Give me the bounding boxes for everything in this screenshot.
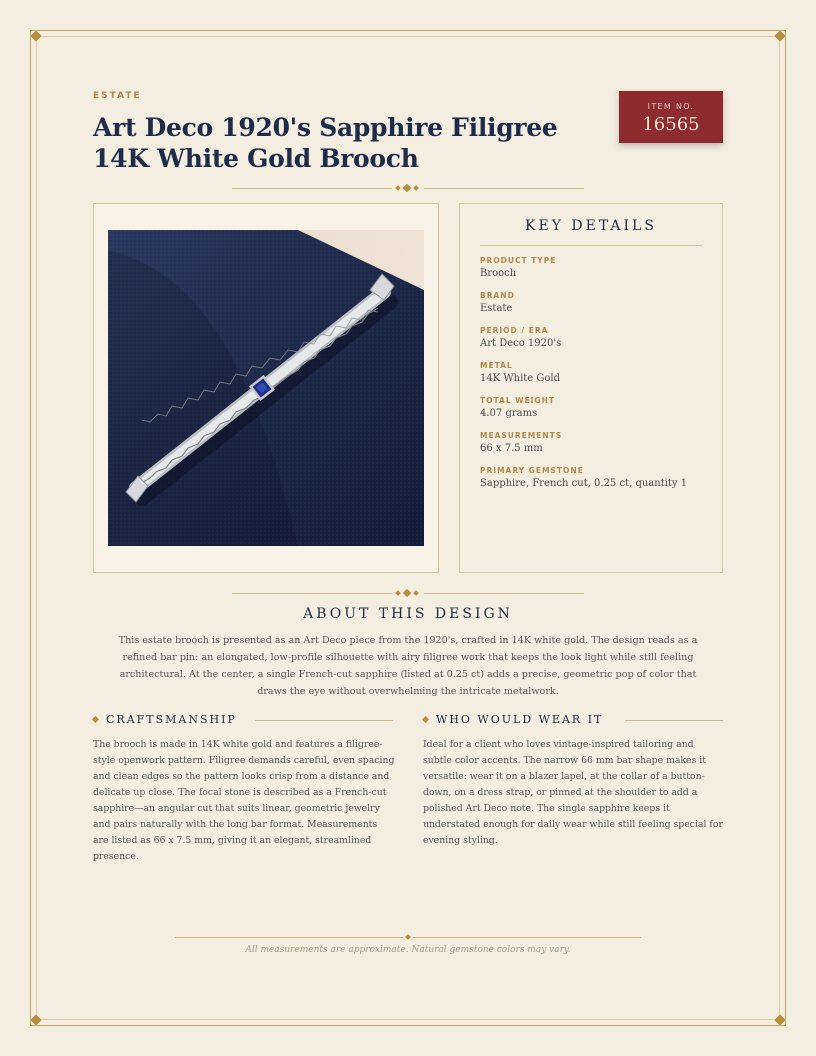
key-details-heading: KEY DETAILS (525, 218, 657, 234)
detail-label: PERIOD / ERA (480, 326, 549, 335)
craftsmanship-heading: CRAFTSMANSHIP (106, 713, 237, 726)
wear-rule (625, 720, 723, 721)
detail-brand (480, 291, 710, 317)
item-number-value: 16565 (642, 114, 700, 135)
key-details-rule (480, 245, 702, 246)
detail-metal (480, 361, 710, 387)
detail-weight (480, 396, 710, 422)
detail-label: MEASUREMENTS (480, 431, 563, 440)
craftsmanship-rule (255, 720, 393, 721)
wear-paragraph: Ideal for a client who loves vintage-inspired tailoring and subtle color accents. The narrow 66 mm bar shape makes it versatile: wear it on a blazer lapel, at the collar of a button-down, on a dress strap, or pinned at the shoulder to add a polished Art Deco note. The single sapphire keeps it understated enough for daily wear while still feeling special for evening styling. (423, 739, 723, 846)
detail-label: METAL (480, 361, 513, 370)
item-number-label: ITEM NO. (647, 102, 695, 111)
detail-gemstone (480, 466, 710, 492)
detail-value: Estate (480, 303, 513, 314)
detail-label: PRODUCT TYPE (480, 256, 557, 265)
detail-label: TOTAL WEIGHT (480, 396, 555, 405)
detail-period (480, 326, 710, 352)
item-number-badge (619, 91, 723, 143)
brooch-illustration (108, 230, 424, 546)
detail-product-type (480, 256, 710, 282)
craftsmanship-paragraph: The brooch is made in 14K white gold and features a filigree-style openwork pattern. Filigree demands careful, even spacing and clean edges so the pattern looks crisp from a distance and delicate up close. The focal stone is described as a French-cut sapphire—an angular cut that suits linear, geometric jewelry and pairs naturally with the long bar format. Measurements are listed as 66 x 7.5 mm, giving it an elegant, streamlined presence. (93, 739, 395, 862)
wear-heading: WHO WOULD WEAR IT (436, 713, 604, 726)
about-heading: ABOUT THIS DESIGN (303, 606, 513, 622)
detail-value: 66 x 7.5 mm (480, 443, 543, 454)
about-paragraph: This estate brooch is presented as an Art Deco piece from the 1920's, crafted in 14K white gold. The design reads as a refined bar pin: an elongated, low-profile silhouette with airy filigree work that keeps the look light while still feeling architectural. At the center, a single French-cut sapphire (listed at 0.25 ct) adds a precise, geometric pop of color that draws the eye without overwhelming the intricate metalwork. (118, 635, 698, 697)
detail-value: 4.07 grams (480, 408, 538, 419)
footer-note: All measurements are approximate. Natural gemstone colors may vary. (245, 945, 571, 955)
detail-list (480, 256, 710, 501)
detail-measurements (480, 431, 710, 457)
brand-eyebrow: ESTATE (93, 91, 142, 101)
product-image (108, 230, 424, 546)
detail-label: PRIMARY GEMSTONE (480, 466, 584, 475)
page-title: Art Deco 1920's Sapphire Filigree 14K White Gold Brooch (93, 113, 558, 173)
detail-value: Brooch (480, 268, 517, 279)
detail-value: Art Deco 1920's (480, 338, 562, 349)
detail-value: Sapphire, French cut, 0.25 ct, quantity 1 (480, 478, 688, 489)
detail-value: 14K White Gold (480, 373, 561, 384)
detail-label: BRAND (480, 291, 515, 300)
